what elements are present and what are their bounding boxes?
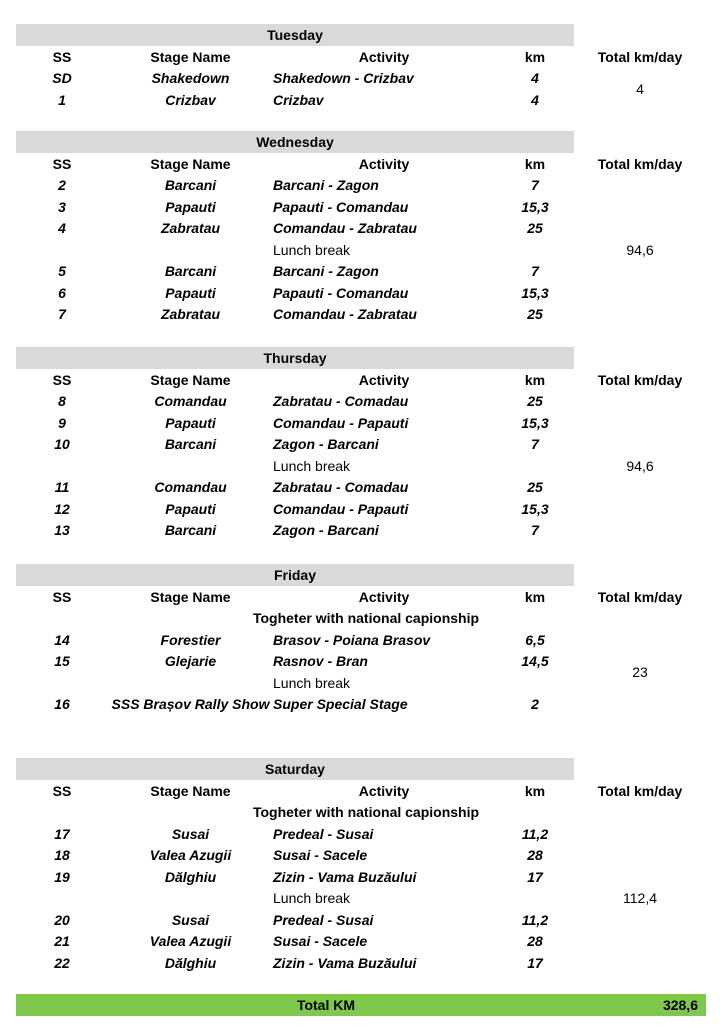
stage-number: 14 xyxy=(54,631,70,648)
stage-activity: Papauti - Comandau xyxy=(273,284,409,301)
stage-number xyxy=(16,455,108,477)
header-activity: Activity xyxy=(358,48,410,65)
stage-km: 25 xyxy=(527,306,543,323)
header-km: km xyxy=(524,155,546,172)
stage-number: 7 xyxy=(58,306,66,323)
column-header-row xyxy=(16,369,706,391)
day-title: Saturday xyxy=(16,758,574,780)
stage-activity: Comandau - Papauti xyxy=(273,414,409,431)
day-section-tuesday xyxy=(16,24,706,111)
column-header-row xyxy=(16,586,706,608)
total-km-value: 328,6 xyxy=(662,997,698,1013)
stage-name xyxy=(108,672,273,694)
stage-km: 28 xyxy=(527,847,543,864)
stage-number: 1 xyxy=(58,91,66,108)
national-championship-note: Togheter with national capionship xyxy=(252,610,480,627)
national-championship-note: Togheter with national capionship xyxy=(252,804,480,821)
stage-number xyxy=(16,888,108,910)
stage-number: 12 xyxy=(54,500,70,517)
stage-km xyxy=(513,455,557,477)
stage-km: 15,3 xyxy=(521,284,549,301)
stage-name: Papauti xyxy=(165,198,216,215)
stage-activity: Zizin - Vama Buzăului xyxy=(273,868,417,885)
stage-name: Papauti xyxy=(165,284,216,301)
stage-name xyxy=(108,888,273,910)
stage-activity: Papauti - Comandau xyxy=(273,198,409,215)
stage-number: 10 xyxy=(54,436,70,453)
stage-km: 11,2 xyxy=(521,825,549,842)
stage-km: 7 xyxy=(531,436,539,453)
stage-number: SD xyxy=(52,70,72,87)
stage-km xyxy=(513,672,557,694)
stage-activity: Super Special Stage xyxy=(273,696,408,713)
stage-number: 9 xyxy=(58,414,66,431)
column-header-row xyxy=(16,46,706,68)
header-activity: Activity xyxy=(358,155,410,172)
stage-km: 4 xyxy=(531,91,539,108)
stage-number: 16 xyxy=(54,696,70,713)
stage-km xyxy=(513,888,557,910)
day-section-wednesday xyxy=(16,131,706,325)
day-total-km: 94,6 xyxy=(626,241,654,258)
day-title: Friday xyxy=(16,564,574,586)
header-km: km xyxy=(524,371,546,388)
stage-number: 8 xyxy=(58,393,66,410)
stage-number: 21 xyxy=(54,933,70,950)
day-total-km: 23 xyxy=(632,664,648,680)
stage-activity: Predeal - Susai xyxy=(273,911,374,928)
header-stage-name: Stage Name xyxy=(150,588,231,605)
stage-activity: Susai - Sacele xyxy=(273,847,368,864)
header-km: km xyxy=(524,782,546,799)
day-section-saturday xyxy=(16,758,706,974)
day-title: Tuesday xyxy=(16,24,574,46)
header-stage-name: Stage Name xyxy=(150,155,231,172)
stage-activity: Barcani - Zagon xyxy=(273,177,379,194)
header-total-km-day: Total km/day xyxy=(597,588,683,605)
day-section-friday xyxy=(16,564,706,715)
day-section-thursday xyxy=(16,347,706,541)
stage-activity: Shakedown - Crizbav xyxy=(273,70,414,87)
header-total-km-day: Total km/day xyxy=(597,48,683,65)
header-ss: SS xyxy=(52,371,72,388)
stage-km: 15,3 xyxy=(521,198,549,215)
stage-number: 18 xyxy=(54,847,70,864)
stage-number: 20 xyxy=(54,911,70,928)
stage-km: 25 xyxy=(527,220,543,237)
header-activity: Activity xyxy=(358,782,410,799)
stage-km: 6,5 xyxy=(525,631,545,648)
stage-activity: Comandau - Zabratau xyxy=(273,220,417,237)
stage-name: Dălghiu xyxy=(164,868,217,885)
stage-number xyxy=(16,672,108,694)
stage-activity: Brasov - Poiana Brasov xyxy=(273,631,431,648)
stage-activity: Crizbav xyxy=(273,91,324,108)
total-km-bar xyxy=(16,994,706,1016)
stage-name: Glejarie xyxy=(164,653,217,670)
stage-number: 5 xyxy=(58,263,66,280)
stage-number: 6 xyxy=(58,284,66,301)
stage-number: 17 xyxy=(54,825,70,842)
header-total-km-day: Total km/day xyxy=(597,155,683,172)
stage-activity: Zabratau - Comadau xyxy=(273,479,409,496)
stage-name: Forestier xyxy=(160,631,221,648)
stage-name: Papauti xyxy=(165,500,216,517)
stage-number: 15 xyxy=(54,653,70,670)
stage-name: Barcani xyxy=(164,263,217,280)
stage-km: 11,2 xyxy=(521,911,549,928)
header-ss: SS xyxy=(52,48,72,65)
day-total-km: 112,4 xyxy=(623,890,657,907)
stage-name: Dălghiu xyxy=(164,954,217,971)
header-ss: SS xyxy=(52,782,72,799)
stage-name: Valea Azugii xyxy=(149,847,232,864)
stage-activity: Rasnov - Bran xyxy=(273,653,368,670)
header-activity: Activity xyxy=(358,371,410,388)
stage-name: Comandau xyxy=(154,393,227,410)
stage-number: 4 xyxy=(58,220,66,237)
header-stage-name: Stage Name xyxy=(150,48,231,65)
stage-km: 17 xyxy=(527,868,543,885)
stage-activity: Zagon - Barcani xyxy=(273,436,379,453)
stage-km: 25 xyxy=(527,479,543,496)
stage-km: 15,3 xyxy=(521,414,549,431)
national-championship-note-row xyxy=(16,802,706,824)
stage-name: Susai xyxy=(171,825,210,842)
header-total-km-day: Total km/day xyxy=(597,782,683,799)
stage-km: 14,5 xyxy=(521,653,549,670)
stage-activity: Comandau - Papauti xyxy=(273,500,409,517)
header-km: km xyxy=(524,48,546,65)
national-championship-note-row xyxy=(16,608,706,630)
stage-number: 19 xyxy=(54,868,70,885)
stage-activity: Predeal - Susai xyxy=(273,825,374,842)
stage-activity: Zizin - Vama Buzăului xyxy=(273,954,417,971)
stage-number: 3 xyxy=(58,198,66,215)
total-km-label: Total KM xyxy=(296,997,356,1013)
stage-km: 17 xyxy=(527,954,543,971)
stage-name: Barcani xyxy=(164,436,217,453)
day-total-km: 94,6 xyxy=(626,457,654,474)
stage-number: 22 xyxy=(54,954,70,971)
stage-number xyxy=(16,239,108,261)
stage-activity: Zagon - Barcani xyxy=(273,522,379,539)
stage-name: Crizbav xyxy=(165,91,216,108)
stage-km: 2 xyxy=(531,696,539,713)
header-activity: Activity xyxy=(358,588,410,605)
stage-activity: Comandau - Zabratau xyxy=(273,306,417,323)
day-title: Thursday xyxy=(16,347,574,369)
stage-number: 11 xyxy=(54,479,70,496)
stage-number: 2 xyxy=(58,177,66,194)
stage-number: 13 xyxy=(54,522,70,539)
stage-name: Valea Azugii xyxy=(149,933,232,950)
stage-km: 7 xyxy=(531,522,539,539)
stage-name: Papauti xyxy=(165,414,216,431)
day-total-km: 4 xyxy=(636,81,644,97)
stage-km: 4 xyxy=(531,70,539,87)
header-ss: SS xyxy=(52,588,72,605)
stage-km: 7 xyxy=(531,177,539,194)
header-ss: SS xyxy=(52,155,72,172)
stage-km: 15,3 xyxy=(521,500,549,517)
stage-name xyxy=(108,239,273,261)
stage-name: Barcani xyxy=(164,522,217,539)
stage-km xyxy=(513,239,557,261)
stage-name: Barcani xyxy=(164,177,217,194)
stage-km: 25 xyxy=(527,393,543,410)
header-stage-name: Stage Name xyxy=(150,782,231,799)
stage-name: SSS Brașov Rally Show xyxy=(111,696,270,713)
stage-name: Shakedown xyxy=(151,70,230,87)
stage-name: Zabratau xyxy=(160,306,221,323)
lunch-break-label: Lunch break xyxy=(273,241,351,258)
stage-activity: Barcani - Zagon xyxy=(273,263,379,280)
column-header-row xyxy=(16,153,706,175)
stage-km: 28 xyxy=(527,933,543,950)
header-stage-name: Stage Name xyxy=(150,371,231,388)
stage-name xyxy=(108,455,273,477)
stage-name: Comandau xyxy=(154,479,227,496)
lunch-break-label: Lunch break xyxy=(273,890,351,907)
stage-km: 7 xyxy=(531,263,539,280)
stage-activity: Zabratau - Comadau xyxy=(273,393,409,410)
stage-activity: Susai - Sacele xyxy=(273,933,368,950)
lunch-break-label: Lunch break xyxy=(273,457,351,474)
stage-name: Susai xyxy=(171,911,210,928)
column-header-row xyxy=(16,780,706,802)
header-km: km xyxy=(524,588,546,605)
day-title: Wednesday xyxy=(16,131,574,153)
stage-name: Zabratau xyxy=(160,220,221,237)
lunch-break-label: Lunch break xyxy=(273,674,351,691)
header-total-km-day: Total km/day xyxy=(597,371,683,388)
